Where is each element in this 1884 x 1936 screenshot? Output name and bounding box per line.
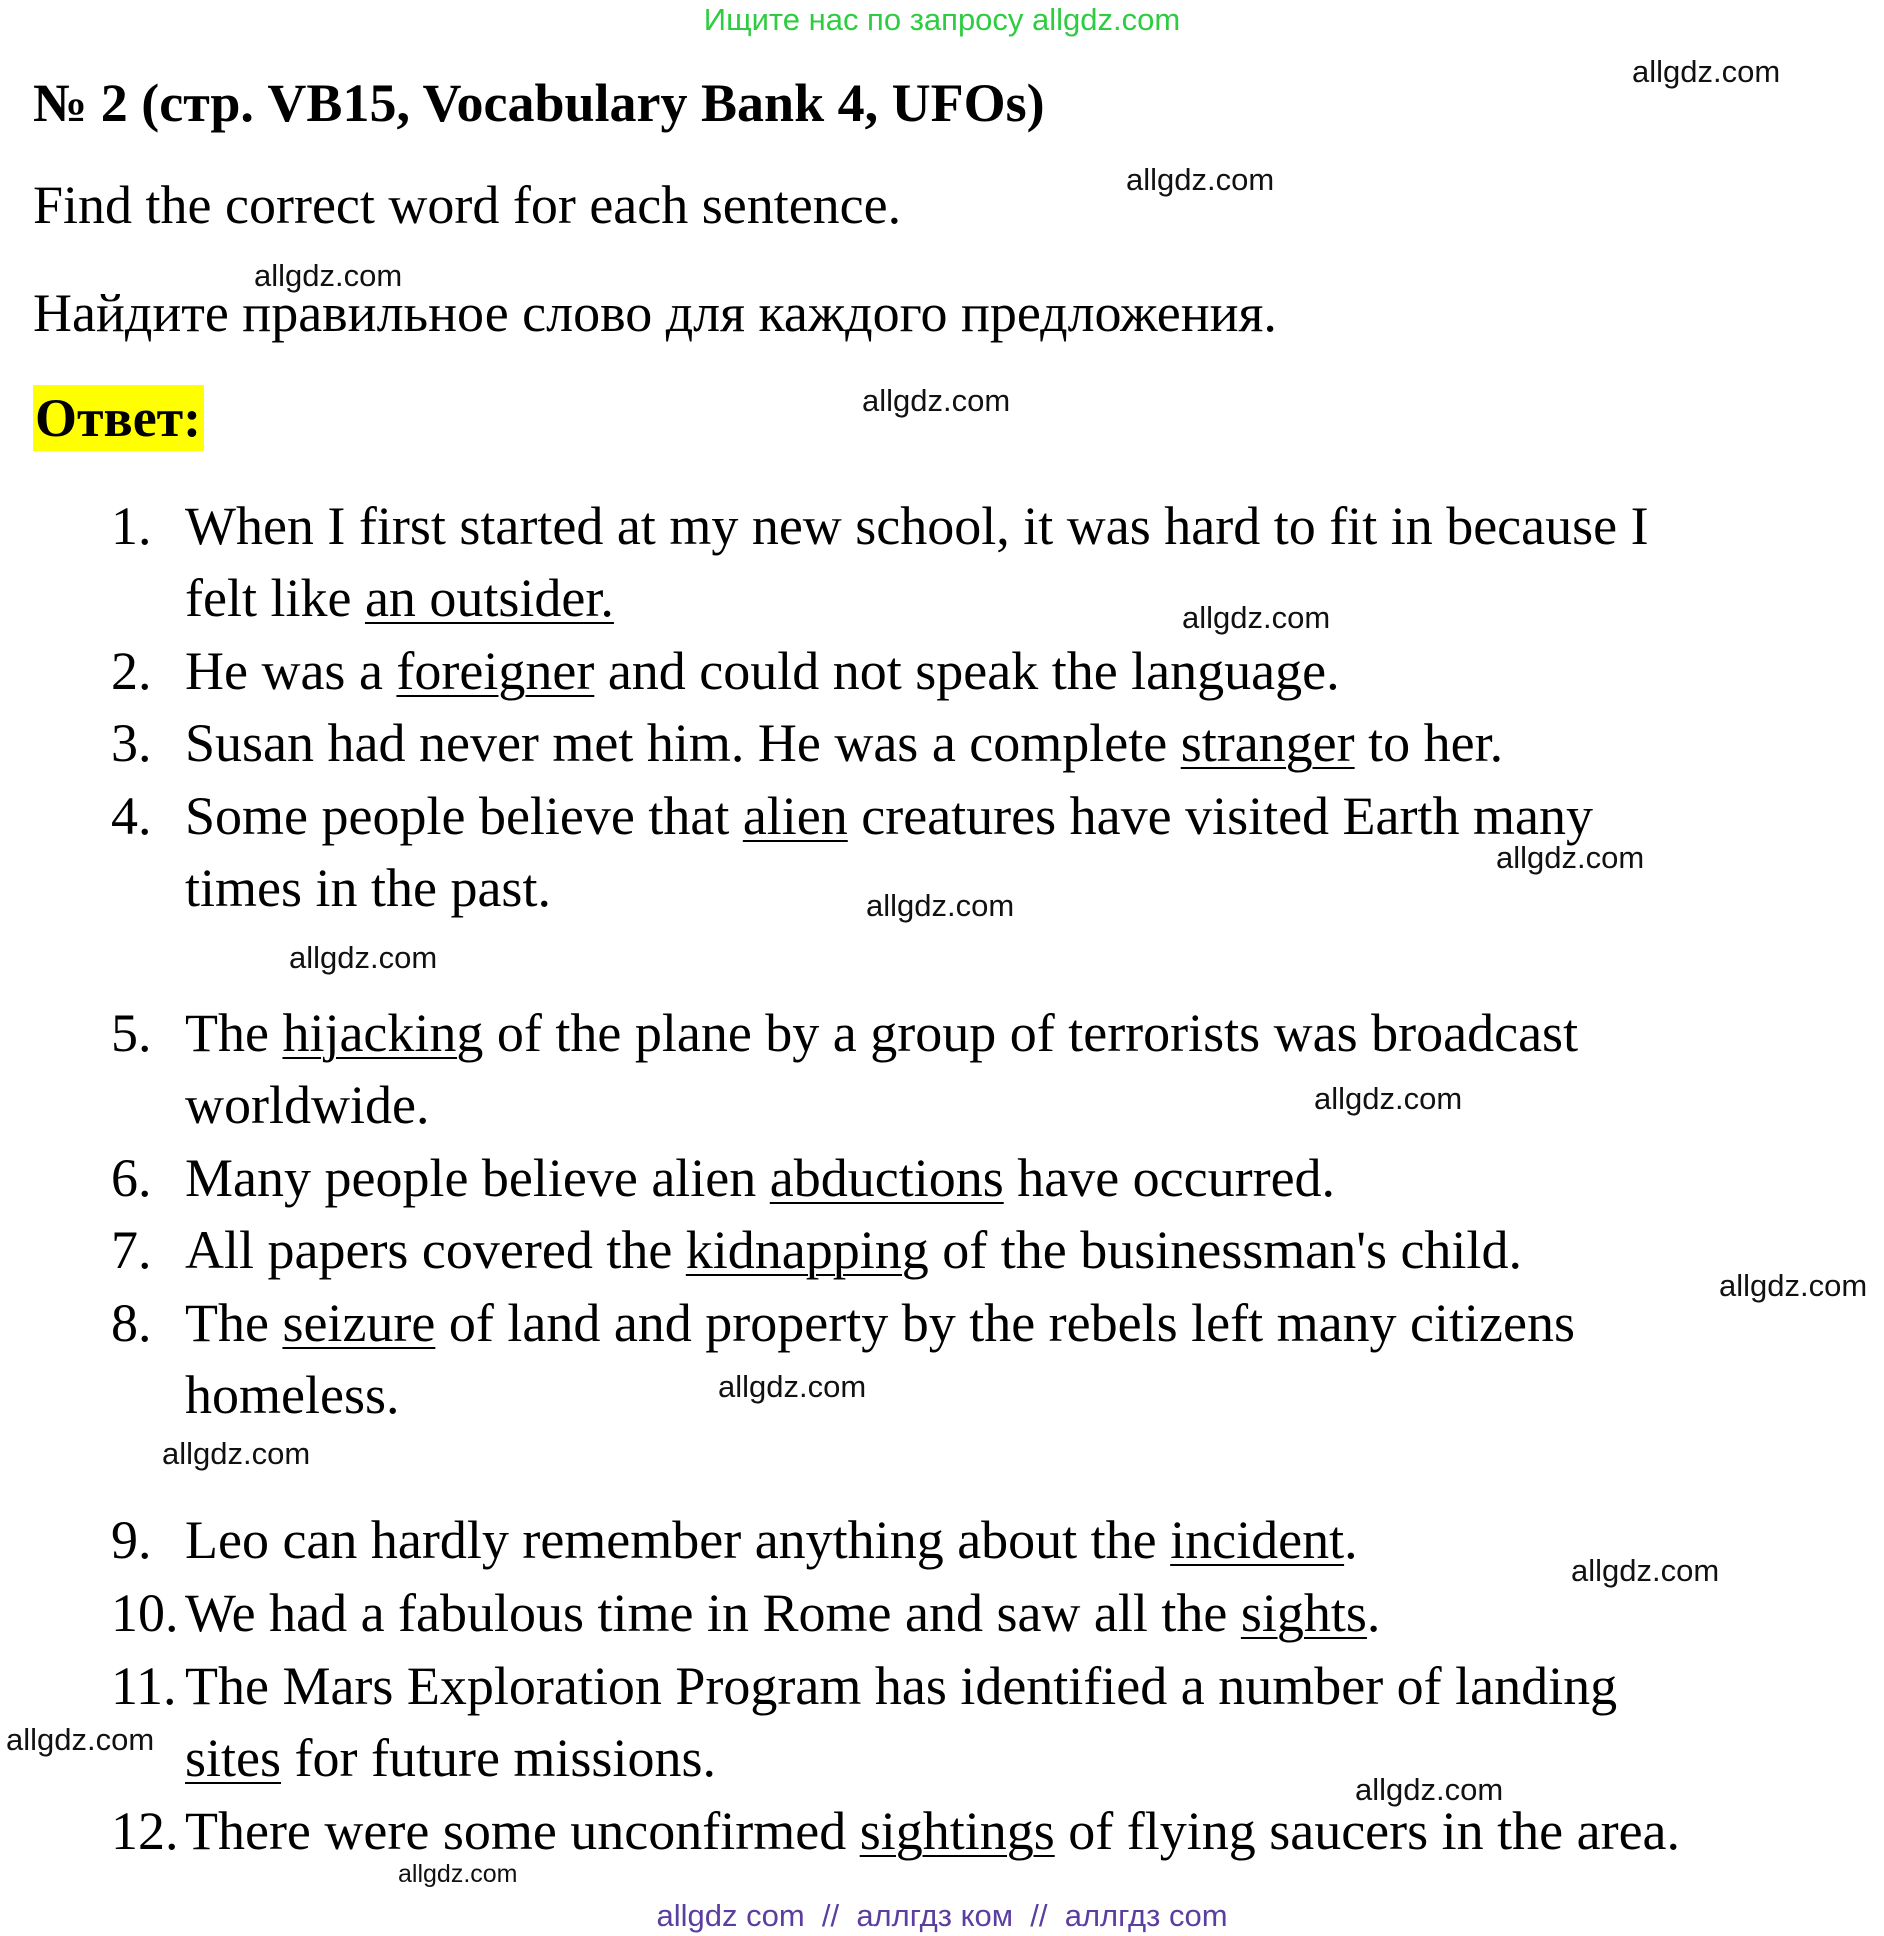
item-number: 5. [111, 1003, 152, 1063]
item-text-after: creatures have visited Earth many [847, 786, 1593, 846]
watermark: allgdz.com [718, 1369, 867, 1404]
item-text-before: Leo can hardly remember anything about the [185, 1510, 1171, 1570]
answer-word: an outsider. [364, 568, 614, 628]
item-text-before: felt like [185, 568, 365, 628]
exercise-title: № 2 (стр. VB15, Vocabulary Bank 4, UFOs) [33, 73, 1045, 133]
answer-word: sights [1240, 1583, 1367, 1643]
item-number: 2. [111, 641, 152, 701]
watermark: allgdz.com [1496, 840, 1645, 875]
item-text-after: for future missions. [281, 1728, 716, 1788]
watermark: allgdz.com [162, 1436, 311, 1471]
instruction-english: Find the correct word for each sentence. [33, 175, 902, 235]
item-text [185, 1504, 1358, 1576]
item-number: 10. [111, 1583, 179, 1643]
item-text-after: of land and property by the rebels left many citizens [435, 1293, 1575, 1353]
item-text-line-2 [185, 1722, 716, 1794]
item-text [185, 635, 1340, 707]
item-text-before: We had a fabulous time in Rome and saw all the [185, 1583, 1241, 1643]
item-text-line-2: times in the past. [185, 858, 551, 918]
watermark: allgdz.com [1571, 1553, 1720, 1588]
item-text [185, 997, 1578, 1069]
watermark: allgdz.com [1632, 54, 1781, 89]
item-text-after: of flying saucers in the area. [1054, 1801, 1681, 1861]
item-text-after: of the businessman's child. [928, 1220, 1522, 1280]
answer-word: incident [1170, 1510, 1345, 1570]
item-text [185, 707, 1503, 779]
item-number: 3. [111, 713, 152, 773]
item-text-before: There were some unconfirmed [185, 1801, 860, 1861]
item-text [185, 1577, 1380, 1649]
answer-word: seizure [282, 1293, 436, 1353]
item-text-before: Susan had never met him. He was a complete [185, 713, 1181, 773]
watermark: allgdz.com [862, 383, 1011, 418]
item-text-after: to her. [1354, 713, 1504, 773]
item-number: 8. [111, 1293, 152, 1353]
answer-word: kidnapping [685, 1220, 929, 1280]
item-text [185, 780, 1593, 852]
item-text-before: All papers covered the [185, 1220, 686, 1280]
answer-word: sightings [859, 1801, 1055, 1861]
answer-word: sites [185, 1728, 282, 1788]
item-text-before: Many people believe alien [185, 1148, 770, 1208]
bottom-banner: allgdz com // аллгдз ком // аллгдз com [656, 1898, 1228, 1933]
answer-word: abductions [769, 1148, 1004, 1208]
item-text-line-2 [185, 562, 614, 634]
watermark: allgdz.com [1126, 162, 1275, 197]
watermark: allgdz.com [289, 940, 438, 975]
answer-word: alien [742, 786, 848, 846]
item-text [185, 1214, 1522, 1286]
answer-label: Ответ: [33, 385, 204, 451]
watermark: allgdz.com [866, 888, 1015, 923]
watermark: allgdz.com [6, 1722, 155, 1757]
watermark: allgdz.com [1719, 1268, 1868, 1303]
item-text-after: . [1344, 1510, 1358, 1570]
item-text-before: The [185, 1293, 283, 1353]
item-text-before: Some people believe that [185, 786, 743, 846]
watermark: allgdz.com [1355, 1772, 1504, 1807]
answer-word: foreigner [396, 641, 595, 701]
item-text-before: He was a [185, 641, 397, 701]
watermark: allgdz.com [1182, 600, 1331, 635]
answer-word: hijacking [282, 1003, 484, 1063]
item-number: 6. [111, 1148, 152, 1208]
item-number: 4. [111, 786, 152, 846]
item-text-before: The [185, 1003, 283, 1063]
item-text [185, 1142, 1335, 1214]
item-number: 1. [111, 496, 152, 556]
watermark: allgdz.com [254, 258, 403, 293]
item-number: 9. [111, 1510, 152, 1570]
item-number: 7. [111, 1220, 152, 1280]
item-text [185, 1287, 1575, 1359]
watermark: allgdz.com [1314, 1081, 1463, 1116]
item-text-after: of the plane by a group of terrorists was broadcast [483, 1003, 1579, 1063]
item-text-after: have occurred. [1003, 1148, 1336, 1208]
item-text: When I first started at my new school, it was hard to fit in because I [185, 496, 1649, 556]
top-banner: Ищите нас по запросу allgdz.com [703, 2, 1181, 37]
item-number: 12. [111, 1801, 179, 1861]
instruction-russian: Найдите правильное слово для каждого предложения. [33, 283, 1277, 343]
watermark: allgdz.com [398, 1860, 518, 1888]
item-text-line-2: homeless. [185, 1365, 400, 1425]
item-text: The Mars Exploration Program has identified a number of landing [185, 1656, 1618, 1716]
item-text-after: and could not speak the language. [594, 641, 1340, 701]
item-text-line-2: worldwide. [185, 1075, 430, 1135]
item-text-after: . [1366, 1583, 1381, 1643]
answer-word: stranger [1180, 713, 1355, 773]
item-number: 11. [111, 1656, 177, 1716]
